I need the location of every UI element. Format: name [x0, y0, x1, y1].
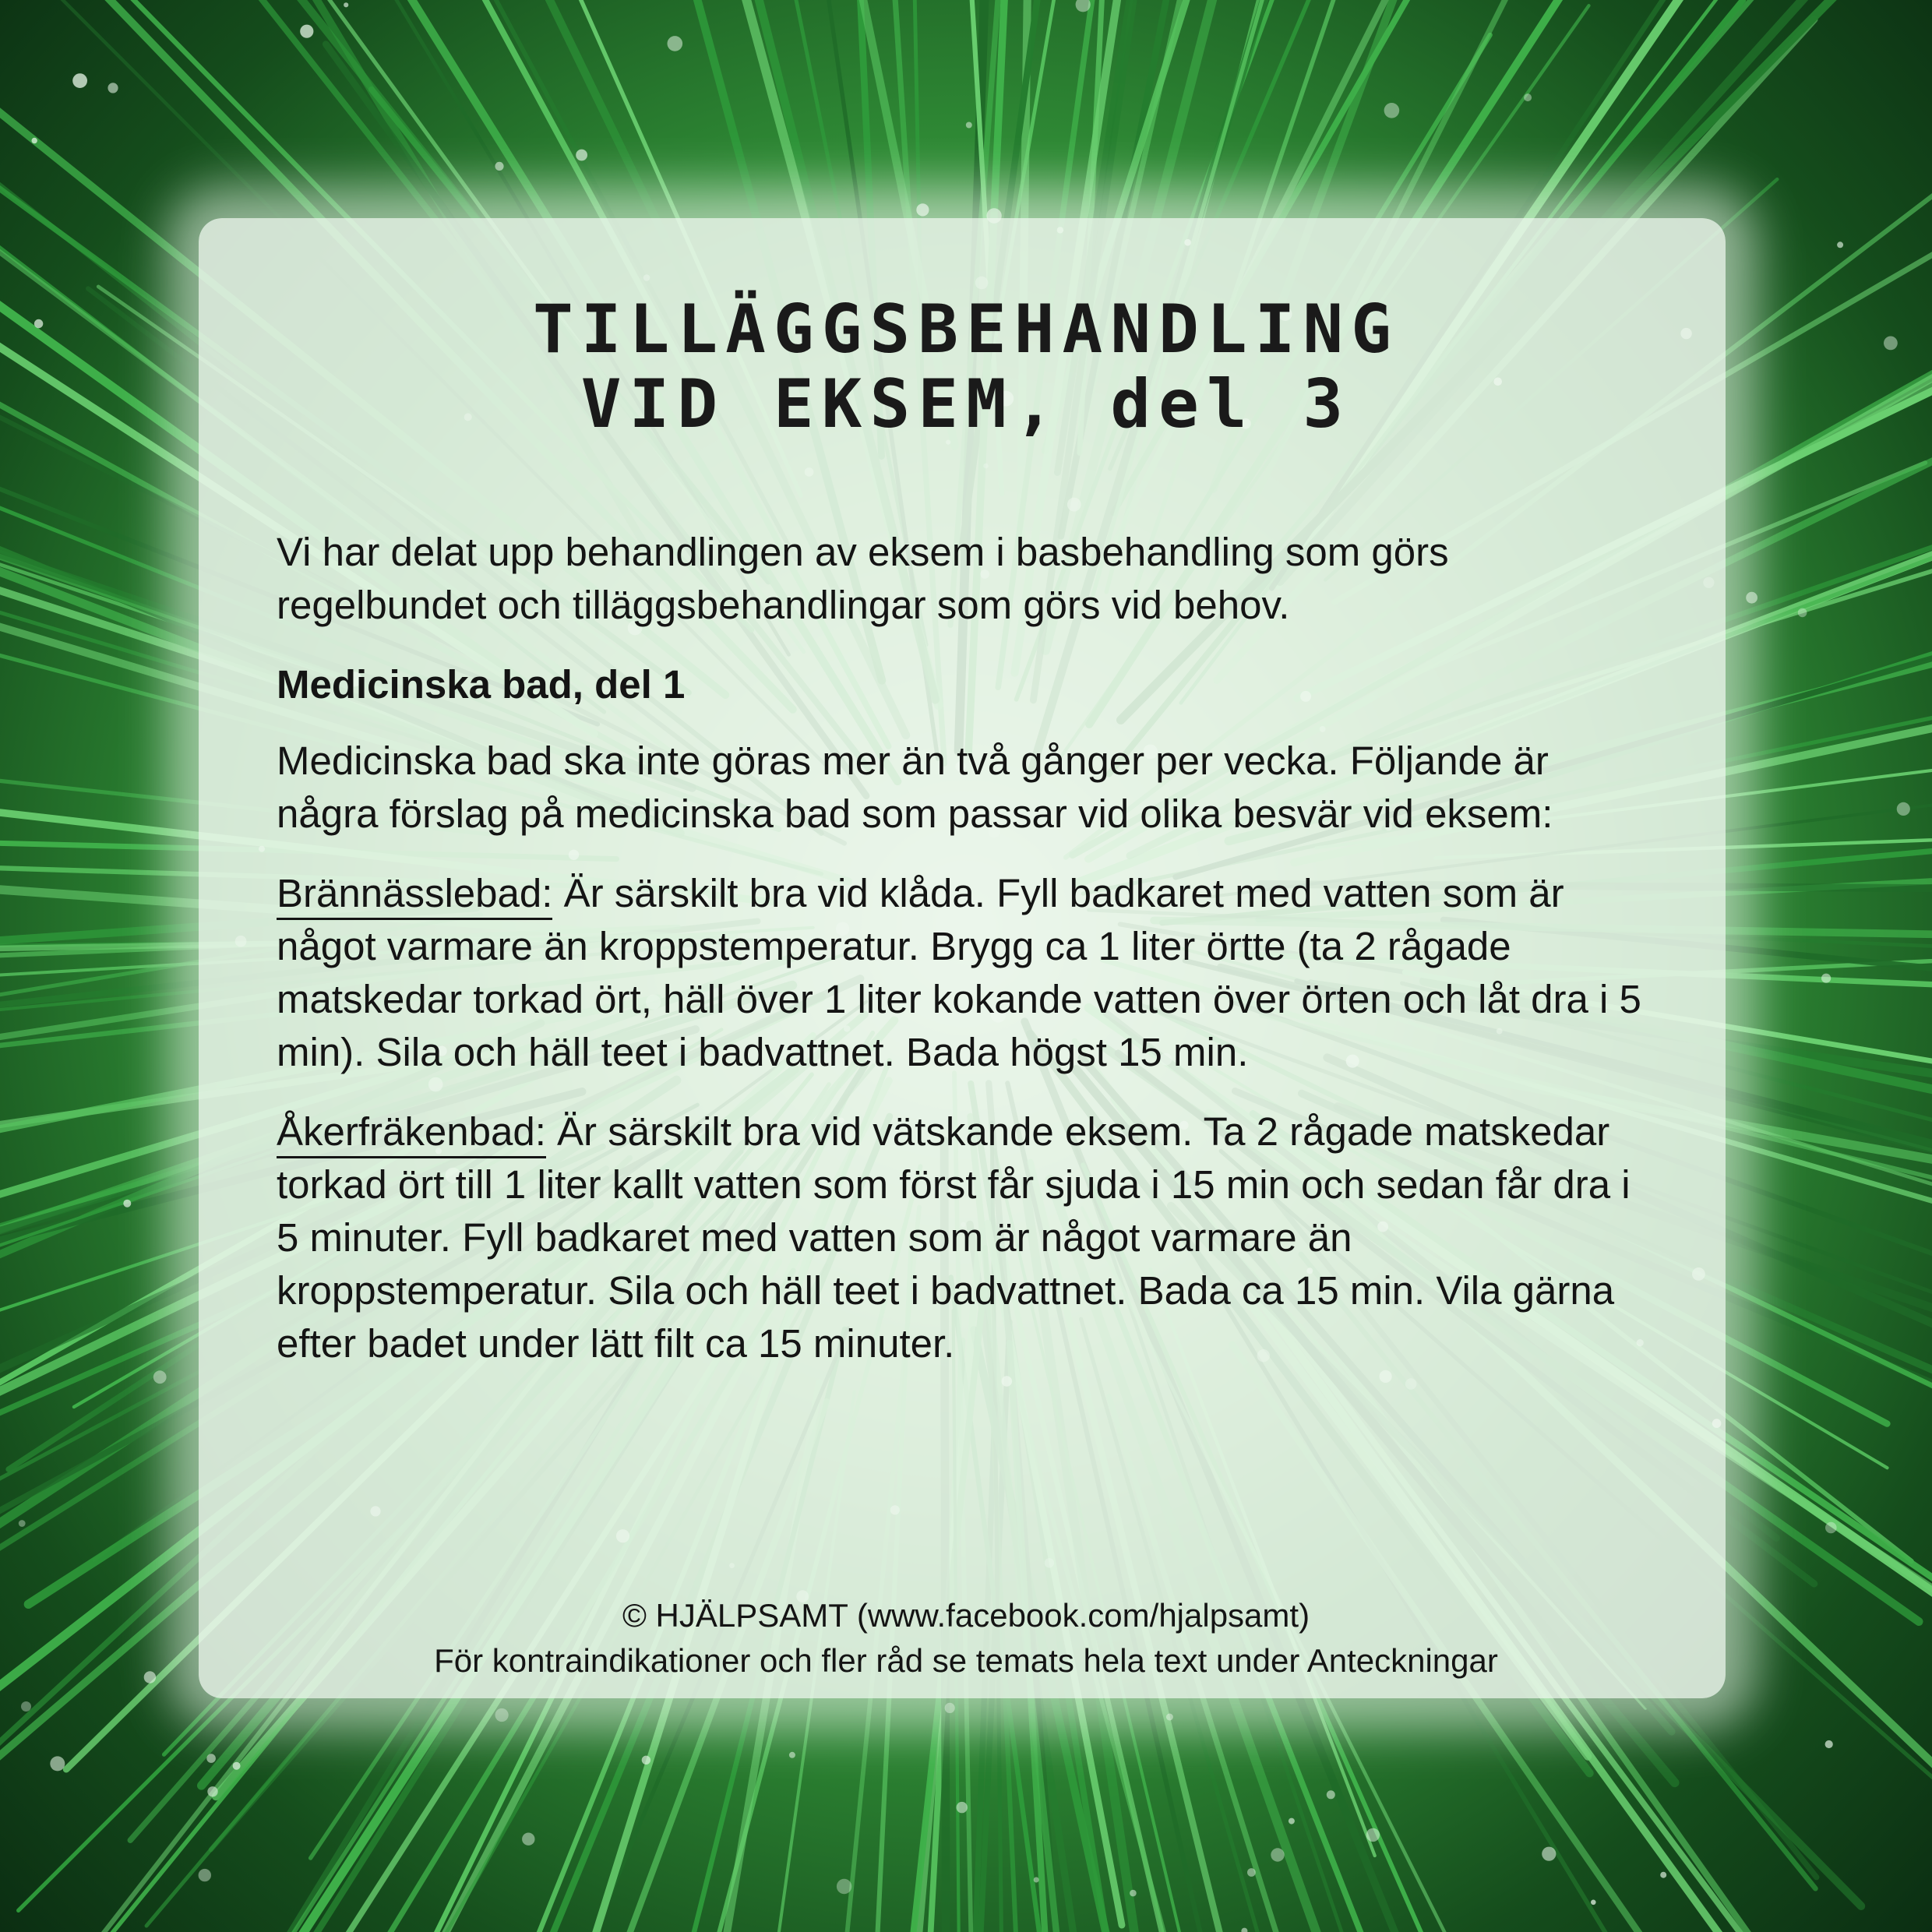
water-droplet [344, 2, 348, 7]
water-droplet [19, 1520, 26, 1527]
copyright-text: © HJÄLPSAMT (www.facebook.com/hjalpsamt) [622, 1597, 1310, 1634]
water-droplet [945, 1703, 955, 1713]
article-body [277, 526, 1659, 1397]
water-droplet [789, 1752, 795, 1758]
footer [0, 1593, 1932, 1683]
water-droplet [1825, 1740, 1833, 1748]
water-droplet [1524, 93, 1532, 101]
bath-term: Brännässlebad: [277, 869, 552, 920]
bath-paragraph-nettle [277, 867, 1659, 1079]
section-subheading: Medicinska bad, del 1 [277, 662, 686, 707]
water-droplet [1271, 1848, 1284, 1861]
water-droplet [966, 122, 972, 129]
water-droplet [153, 1370, 167, 1384]
water-droplet [32, 138, 37, 143]
water-droplet [1366, 1828, 1380, 1842]
water-droplet [206, 1754, 216, 1763]
title-line-2: VID EKSEM, del 3 [580, 365, 1352, 443]
water-droplet [1897, 802, 1910, 816]
water-droplet [1247, 1868, 1256, 1877]
water-droplet [233, 1762, 241, 1770]
water-droplet [1837, 242, 1843, 248]
description-paragraph: Medicinska bad ska inte göras mer än två gånger per vecka. Följande är några förslag på medicinska bad som passar vid olika besvär vid eksem: [277, 739, 1553, 836]
intro-paragraph: Vi har delat upp behandlingen av eksem i basbehandling som görs regelbundet och tilläggsbehandlingar som görs vid behov. [277, 530, 1449, 627]
water-droplet [1798, 608, 1807, 618]
water-droplet [576, 150, 587, 161]
bath-text: Är särskilt bra vid klåda. Fyll badkaret med vatten som är något varmare än kroppstemperatur. Brygg ca 1 liter örtte (ta 2 rågade matskedar torkad ört, häll över 1 liter kokande vatten över örten och låt dra i 5 min). Sila och häll teet i badvattnet. Bada högst 15 min. [277, 871, 1641, 1074]
water-droplet [957, 1802, 968, 1813]
water-droplet [1166, 1714, 1173, 1721]
water-droplet [837, 1879, 851, 1894]
water-droplet [1591, 1900, 1596, 1906]
water-droplet [199, 1869, 211, 1881]
bath-text: Är särskilt bra vid vätskande eksem. Ta 2 rågade matskedar torkad ört till 1 liter kallt vatten som först får sjuda i 15 min och sedan får dra i 5 minuter. Fyll badkaret med vatten som är något varmare än kroppstemperatur. Sila och häll teet i badvattnet. Bada ca 15 min. Vila gärna efter badet under lätt filt ca 15 minuter. [277, 1109, 1631, 1366]
title-line-1: TILLÄGGSBEHANDLING [533, 291, 1399, 368]
water-droplet [1289, 1818, 1295, 1824]
footer-note: För kontraindikationer och fler råd se temats hela text under Anteckningar [434, 1642, 1498, 1679]
bath-term: Åkerfräkenbad: [277, 1108, 546, 1158]
water-droplet [495, 1708, 509, 1722]
water-droplet [1542, 1847, 1556, 1861]
water-droplet [522, 1833, 534, 1846]
water-droplet [1746, 592, 1757, 604]
water-droplet [1034, 1877, 1039, 1883]
water-droplet [1821, 974, 1831, 983]
water-droplet [1825, 1522, 1837, 1534]
water-droplet [1660, 1872, 1666, 1878]
water-droplet [1241, 1928, 1247, 1932]
water-droplet [668, 36, 683, 51]
water-droplet [207, 1786, 217, 1796]
water-droplet [1384, 103, 1400, 118]
page-title [0, 292, 1932, 442]
water-droplet [916, 203, 929, 216]
water-droplet [495, 162, 503, 171]
water-droplet [300, 25, 313, 38]
bath-paragraph-horsetail [277, 1105, 1659, 1370]
water-droplet [108, 83, 118, 93]
water-droplet [21, 1701, 31, 1712]
water-droplet [1327, 1790, 1335, 1799]
water-droplet [72, 73, 87, 88]
water-droplet [642, 1756, 650, 1765]
water-droplet [123, 1200, 131, 1208]
water-droplet [1130, 1890, 1137, 1897]
water-droplet [50, 1756, 65, 1771]
